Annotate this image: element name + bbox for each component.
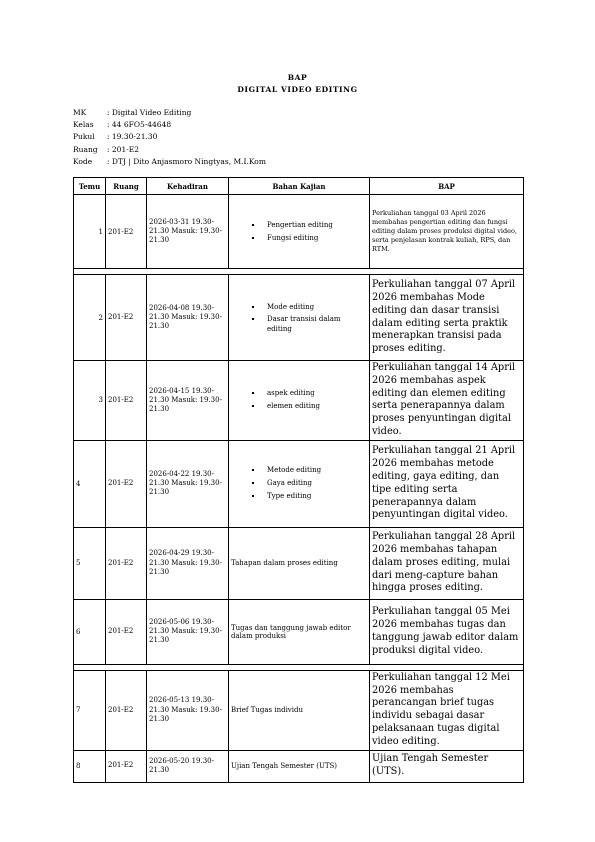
attendance-cell: 2026-03-31 19.30-21.30 Masuk: 19.30-21.30 [147, 195, 229, 269]
attendance-cell: 2026-04-08 19.30-21.30 Masuk: 19.30-21.30 [147, 275, 229, 361]
document-subtitle: DIGITAL VIDEO EDITING [237, 85, 358, 94]
attendance-cell: 2026-05-06 19.30-21.30 Masuk: 19.30-21.30 [147, 599, 229, 664]
info-key: Pukul [73, 132, 95, 142]
topic-list [231, 387, 367, 413]
bap-summary: Perkuliahan tanggal 03 April 2026 membahas pengertian editing dan fungsi editing dalam proses produksi digital video, serta penjelasan kontrak kuliah, RPS, dan RTM. [370, 195, 524, 269]
table-row [74, 195, 524, 269]
attendance-cell: 2026-05-20 19.30-21.30 [147, 750, 229, 782]
course-info [73, 107, 266, 168]
table-row [74, 670, 524, 750]
room-cell: 201-E2 [106, 750, 147, 782]
room-cell: 201-E2 [106, 195, 147, 269]
table-row [74, 275, 524, 361]
info-value: : Digital Video Editing [107, 108, 192, 117]
info-value: : 44 6FO5-44648 [107, 120, 172, 130]
bap-summary: Perkuliahan tanggal 21 April 2026 membahas metode editing, gaya editing, dan tipe editing serta penerapannya dalam penyuntingan digital video. [370, 440, 524, 527]
topic-list [231, 464, 367, 503]
bap-summary: Perkuliahan tanggal 28 April 2026 membahas tahapan dalam proses editing, mulai dari meng-capture bahan hingga proses editing. [370, 527, 524, 599]
info-value: : 201-E2 [107, 144, 140, 154]
info-key: Ruang [73, 144, 98, 154]
document-title: BAP [287, 73, 308, 82]
info-key: Kelas [73, 120, 94, 130]
table-row [74, 527, 524, 599]
attendance-cell: 2026-05-13 19.30-21.30 Masuk: 19.30-21.30 [147, 670, 229, 750]
topic-item: ▪ Dasar transisi dalam editing [263, 314, 367, 334]
room-cell: 201-E2 [106, 361, 147, 441]
info-key: MK [73, 108, 87, 117]
col-header-temu: Temu [74, 178, 106, 195]
topic-item: ▪ elemen editing [263, 400, 367, 413]
col-header-bahan-kajian: Bahan Kajian [229, 178, 370, 195]
bap-summary: Perkuliahan tanggal 07 April 2026 membahas Mode editing dan dasar transisi dalam editing serta praktik menerapkan transisi pada proses editing. [370, 275, 524, 361]
bap-summary: Perkuliahan tanggal 05 Mei 2026 membahas tugas dan tanggung jawab editor dalam produksi digital video. [370, 599, 524, 664]
bap-table [73, 177, 524, 783]
meeting-number: 8 [74, 750, 106, 782]
bap-summary: Perkuliahan tanggal 12 Mei 2026 membahas perancangan brief tugas individu sebagai dasar pelaksanaan tugas digital video editing. [370, 670, 524, 750]
table-row [74, 440, 524, 527]
meeting-number: 4 [74, 440, 106, 527]
room-cell: 201-E2 [106, 670, 147, 750]
table-row [74, 361, 524, 441]
info-key: Kode [73, 156, 93, 166]
meeting-number: 6 [74, 599, 106, 664]
col-header-kehadiran: Kehadiran [147, 178, 229, 195]
topic-list [231, 219, 367, 245]
topic-item: ▪ Type editing [263, 490, 367, 503]
topic-item: ▪ Pengertian editing [263, 219, 367, 232]
table-row [74, 750, 524, 782]
col-header-bap: BAP [370, 178, 524, 195]
meeting-number: 2 [74, 275, 106, 361]
topic-cell [229, 275, 370, 361]
info-row-mk [73, 107, 266, 119]
room-cell: 201-E2 [106, 275, 147, 361]
info-row-kelas [73, 119, 266, 131]
topic-item: ▪ Gaya editing [263, 477, 367, 490]
attendance-cell: 2026-04-22 19.30-21.30 Masuk: 19.30-21.30 [147, 440, 229, 527]
info-row-pukul [73, 131, 266, 143]
meeting-number: 1 [74, 195, 106, 269]
meeting-number: 3 [74, 361, 106, 441]
attendance-cell: 2026-04-29 19.30-21.30 Masuk: 19.30-21.30 [147, 527, 229, 599]
meeting-number: 7 [74, 670, 106, 750]
room-cell: 201-E2 [106, 527, 147, 599]
col-header-ruang: Ruang [106, 178, 147, 195]
bap-summary: Ujian Tengah Semester (UTS). [370, 750, 524, 782]
topic-cell: Brief Tugas individu [229, 670, 370, 750]
bap-summary: Perkuliahan tanggal 14 April 2026 membahas aspek editing dan elemen editing serta penerapannya dalam proses penyuntingan digital video. [370, 361, 524, 441]
topic-cell [229, 440, 370, 527]
info-row-kode [73, 156, 266, 168]
attendance-cell: 2026-04-15 19.30-21.30 Masuk: 19.30-21.30 [147, 361, 229, 441]
info-value: : 19.30-21.30 [107, 132, 158, 142]
topic-cell: Tugas dan tanggung jawab editor dalam produksi [229, 599, 370, 664]
table-header-row [74, 178, 524, 195]
topic-list [231, 301, 367, 334]
meeting-number: 5 [74, 527, 106, 599]
topic-cell: Ujian Tengah Semester (UTS) [229, 750, 370, 782]
topic-cell [229, 195, 370, 269]
info-value: : DTJ | Dito Anjasmoro Ningtyas, M.I.Kom [107, 156, 266, 166]
topic-cell [229, 361, 370, 441]
table-row [74, 599, 524, 664]
topic-item: ▪ Mode editing [263, 301, 367, 314]
topic-item: ▪ Metode editing [263, 464, 367, 477]
room-cell: 201-E2 [106, 599, 147, 664]
topic-item: ▪ Fungsi editing [263, 232, 367, 245]
room-cell: 201-E2 [106, 440, 147, 527]
info-row-ruang [73, 144, 266, 156]
topic-item: ▪ aspek editing [263, 387, 367, 400]
topic-cell: Tahapan dalam proses editing [229, 527, 370, 599]
